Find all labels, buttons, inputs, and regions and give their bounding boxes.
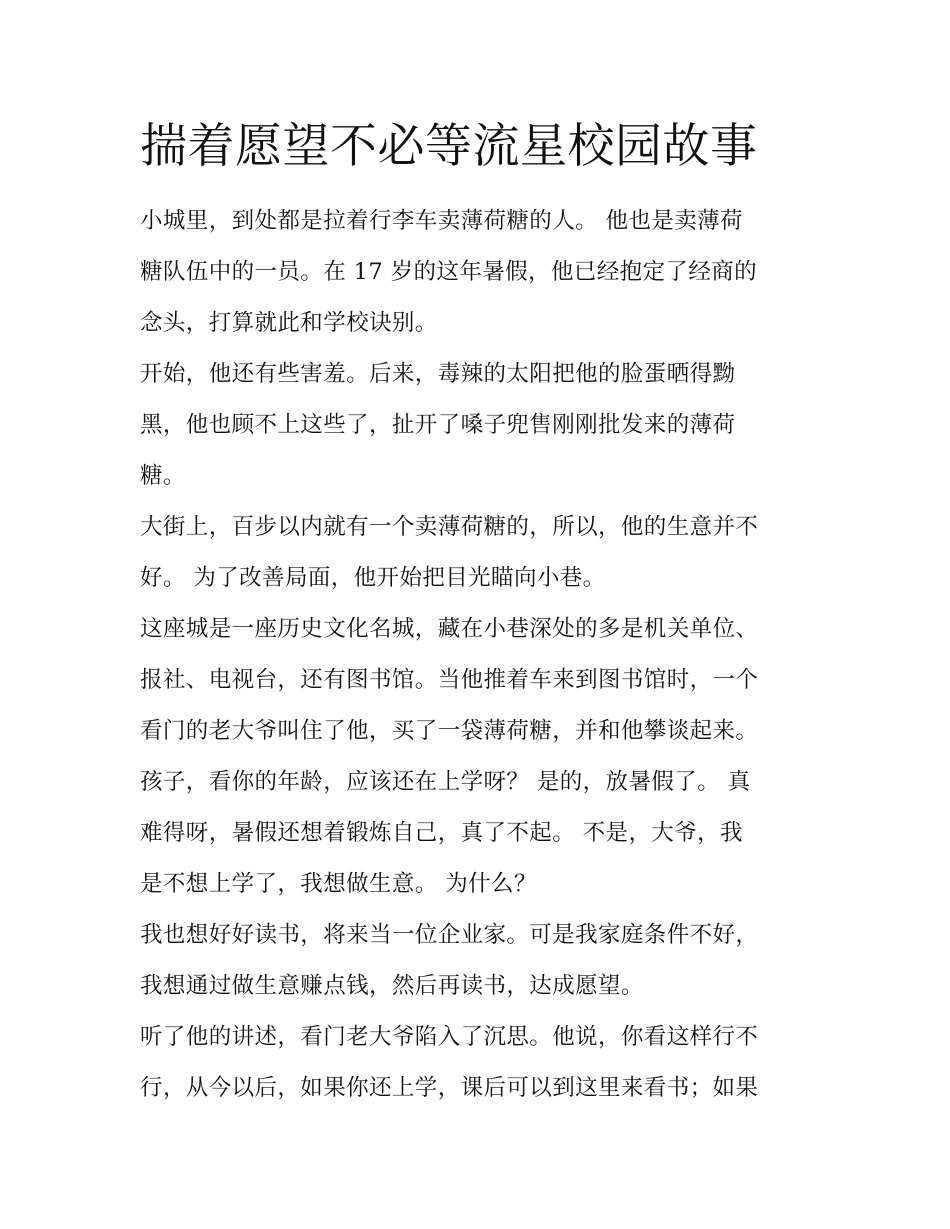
text-line: 我也想好好读书，将来当一位企业家。可是我家庭条件不好， [140,922,759,948]
text-line: 这座城是一座历史文化名城，藏在小巷深处的多是机关单位、 [140,616,759,642]
text-line: 黑，他也顾不上这些了，扯开了嗓子兜售刚刚批发来的薄荷 [140,412,736,438]
text-line: 好。 为了改善局面，他开始把目光瞄向小巷。 [140,565,606,591]
text-line: 报社、电视台，还有图书馆。当他推着车来到图书馆时，一个 [140,667,759,693]
text-line: 开始，他还有些害羞。后来，毒辣的太阳把他的脸蛋晒得黝 [140,361,736,387]
text-line: 糖队伍中的一员。在 17 岁的这年暑假，他已经抱定了经商的 [140,259,758,285]
text-line: 难得呀，暑假还想着锻炼自己，真了不起。 不是，大爷，我 [140,820,743,846]
text-line: 糖。 [140,463,186,489]
text-line: 听了他的讲述，看门老大爷陷入了沉思。他说，你看这样行不 [140,1024,759,1050]
text-line: 小城里，到处都是拉着行李车卖薄荷糖的人。 他也是卖薄荷 [140,208,743,234]
text-line: 行，从今以后，如果你还上学，课后可以到这里来看书；如果 [140,1075,759,1101]
text-line: 大街上，百步以内就有一个卖薄荷糖的，所以，他的生意并不 [140,514,759,540]
document-title: 揣着愿望不必等流星校园故事 [140,119,758,174]
text-line: 孩子，看你的年龄，应该还在上学呀？ 是的，放暑假了。 真 [140,769,751,795]
document-body [140,196,820,1114]
text-line: 是不想上学了，我想做生意。 为什么？ [140,871,537,897]
text-line: 看门的老大爷叫住了他，买了一袋薄荷糖，并和他攀谈起来。 [140,718,759,744]
text-line: 念头，打算就此和学校诀别。 [140,310,438,336]
text-line: 我想通过做生意赚点钱，然后再读书，达成愿望。 [140,973,644,999]
